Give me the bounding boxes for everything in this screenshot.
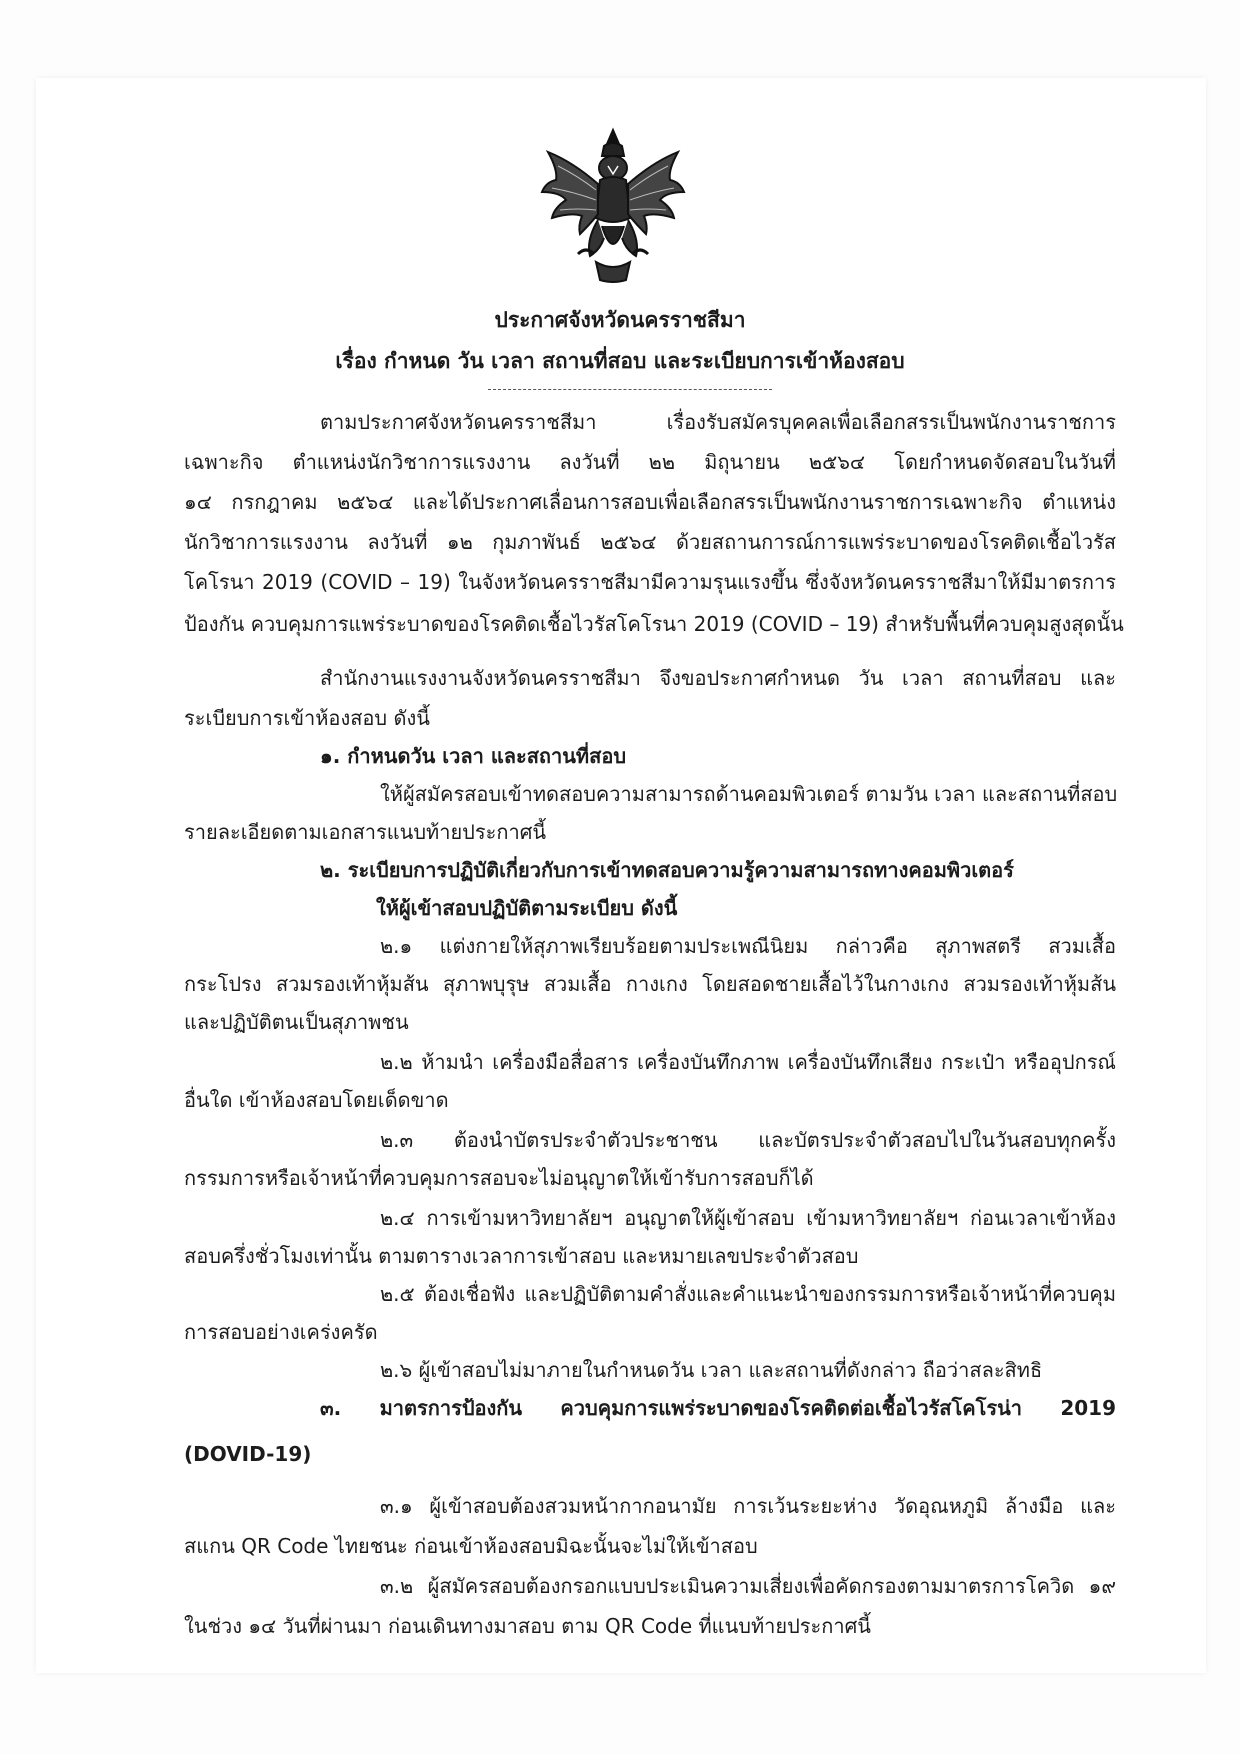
item-2-6-line-1: ๒.๖ ผู้เข้าสอบไม่มาภายในกำหนดวัน เวลา และสถานที่ดังกล่าว ถือว่าสละสิทธิ [380,1358,1043,1382]
item-2-2-line-2: อื่นใด เข้าห้องสอบโดยเด็ดขาด [184,1088,449,1112]
section2-heading-line-2: ให้ผู้เข้าสอบปฏิบัติตามระเบียบ ดังนี้ [376,896,678,920]
item-2-4-line-2: สอบครึ่งชั่วโมงเท่านั้น ตามตารางเวลาการเข้าสอบ และหมายเลขประจำตัวสอบ [184,1244,859,1268]
announce-line-1: สำนักงานแรงงานจังหวัดนครราชสีมา จึงขอประกาศกำหนด วัน เวลา สถานที่สอบ และ [320,666,1116,690]
item-2-3-line-1: ๒.๓ ต้องนำบัตรประจำตัวประชาชน และบัตรประจำตัวสอบไปในวันสอบทุกครั้ง [380,1128,1116,1152]
title-separator [488,389,772,390]
intro-line-6: ป้องกัน ควบคุมการแพร่ระบาดของโรคติดเชื้อไวรัสโคโรนา 2019 (COVID – 19) สำหรับพื้นที่ควบคุมสูงสุดนั้น [184,612,1124,636]
section2-heading-line-1: ๒. ระเบียบการปฏิบัติเกี่ยวกับการเข้าทดสอบความรู้ความสามารถทางคอมพิวเตอร์ [320,858,1014,882]
intro-line-4: นักวิชาการแรงงาน ลงวันที่ ๑๒ กุมภาพันธ์ ๒๕๖๔ ด้วยสถานการณ์การแพร่ระบาดของโรคติดเชื้อไวรัส [184,530,1116,554]
garuda-emblem-icon [538,122,688,286]
intro-line-1: ตามประกาศจังหวัดนครราชสีมา เรื่องรับสมัครบุคคลเพื่อเลือกสรรเป็นพนักงานราชการ [320,410,1116,434]
section1-heading: ๑. กำหนดวัน เวลา และสถานที่สอบ [320,744,627,768]
item-2-5-line-2: การสอบอย่างเคร่งครัด [184,1320,378,1344]
document-title: ประกาศจังหวัดนครราชสีมา [494,308,746,332]
item-2-1-line-1: ๒.๑ แต่งกายให้สุภาพเรียบร้อยตามประเพณีนิยม กล่าวคือ สุภาพสตรี สวมเสื้อ [380,934,1116,958]
section1-line-2: รายละเอียดตามเอกสารแนบท้ายประกาศนี้ [184,820,547,844]
item-2-2-line-1: ๒.๒ ห้ามนำ เครื่องมือสื่อสาร เครื่องบันทึกภาพ เครื่องบันทึกเสียง กระเป๋า หรืออุปกรณ์ [380,1050,1116,1074]
section3-heading-line-2: (DOVID-19) [184,1442,312,1466]
intro-line-2: เฉพาะกิจ ตำแหน่งนักวิชาการแรงงาน ลงวันที่ ๒๒ มิถุนายน ๒๕๖๔ โดยกำหนดจัดสอบในวันที่ [184,450,1116,474]
section1-line-1: ให้ผู้สมัครสอบเข้าทดสอบความสามารถด้านคอมพิวเตอร์ ตามวัน เวลา และสถานที่สอบ [380,782,1118,806]
item-2-4-line-1: ๒.๔ การเข้ามหาวิทยาลัยฯ อนุญาตให้ผู้เข้าสอบ เข้ามหาวิทยาลัยฯ ก่อนเวลาเข้าห้อง [380,1206,1116,1230]
section3-heading-line-1: ๓. มาตรการป้องกัน ควบคุมการแพร่ระบาดของโรคติดต่อเชื้อไวรัสโคโรน่า 2019 [320,1396,1116,1420]
item-2-5-line-1: ๒.๕ ต้องเชื่อฟัง และปฏิบัติตามคำสั่งและคำแนะนำของกรรมการหรือเจ้าหน้าที่ควบคุม [380,1282,1116,1306]
item-2-1-line-2: กระโปรง สวมรองเท้าหุ้มส้น สุภาพบุรุษ สวมเสื้อ กางเกง โดยสอดชายเสื้อไว้ในกางเกง สวมรองเท้าหุ้มส้น [184,972,1116,996]
announce-line-2: ระเบียบการเข้าห้องสอบ ดังนี้ [184,706,430,730]
item-2-1-line-3: และปฏิบัติตนเป็นสุภาพชน [184,1010,409,1034]
intro-line-3: ๑๔ กรกฎาคม ๒๕๖๔ และได้ประกาศเลื่อนการสอบเพื่อเลือกสรรเป็นพนักงานราชการเฉพาะกิจ ตำแหน่ง [184,490,1116,514]
intro-line-5: โคโรนา 2019 (COVID – 19) ในจังหวัดนครราชสีมามีความรุนแรงขึ้น ซึ่งจังหวัดนครราชสีมาให้มีมาตรการ [184,570,1116,594]
document-subject: เรื่อง กำหนด วัน เวลา สถานที่สอบ และระเบียบการเข้าห้องสอบ [335,349,905,373]
item-2-3-line-2: กรรมการหรือเจ้าหน้าที่ควบคุมการสอบจะไม่อนุญาตให้เข้ารับการสอบก็ได้ [184,1166,814,1190]
item-3-1-line-1: ๓.๑ ผู้เข้าสอบต้องสวมหน้ากากอนามัย การเว้นระยะห่าง วัดอุณหภูมิ ล้างมือ และ [380,1494,1116,1518]
item-3-2-line-2: ในช่วง ๑๔ วันที่ผ่านมา ก่อนเดินทางมาสอบ ตาม QR Code ที่แนบท้ายประกาศนี้ [184,1614,871,1638]
item-3-2-line-1: ๓.๒ ผู้สมัครสอบต้องกรอกแบบประเมินความเสี่ยงเพื่อคัดกรองตามมาตรการโควิด ๑๙ [380,1574,1116,1598]
item-3-1-line-2: สแกน QR Code ไทยชนะ ก่อนเข้าห้องสอบมิฉะนั้นจะไม่ให้เข้าสอบ [184,1534,758,1558]
